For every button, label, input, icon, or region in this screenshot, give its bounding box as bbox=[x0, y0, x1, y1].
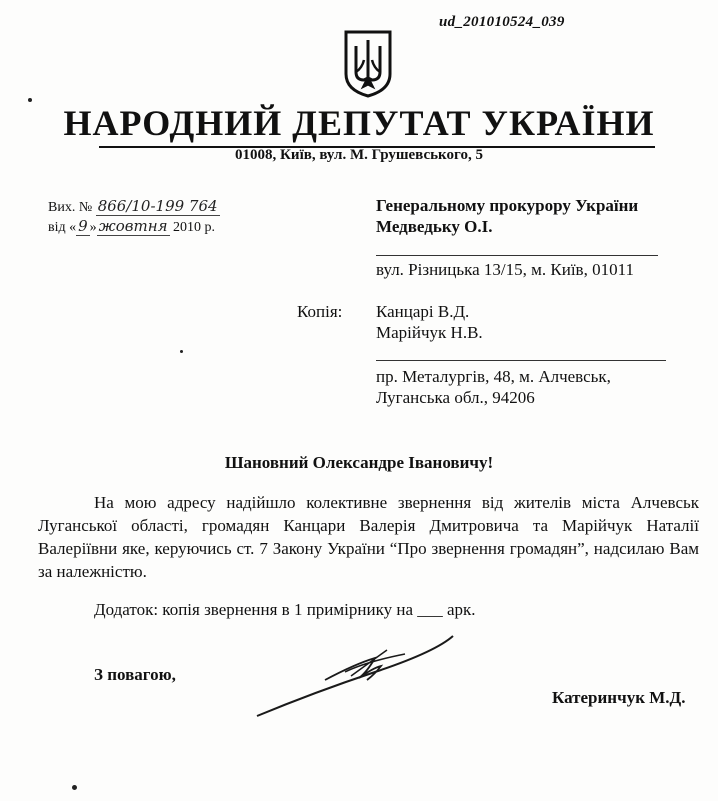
recipient-name: Медведьку О.І. bbox=[376, 217, 493, 236]
scan-speck bbox=[28, 98, 32, 102]
recipient-address: вул. Різницька 13/15, м. Київ, 01011 bbox=[376, 260, 634, 279]
copy-divider bbox=[376, 360, 666, 361]
outgoing-number bbox=[48, 197, 220, 216]
outgoing-number-label: Вих. № bbox=[48, 200, 93, 215]
date-prefix: від « bbox=[48, 220, 77, 235]
appendix-line: Додаток: копія звернення в 1 примірнику на ___ арк. bbox=[94, 600, 476, 619]
handwritten-signature bbox=[255, 628, 455, 728]
date-year: 2010 р. bbox=[173, 220, 216, 235]
trident-coat-of-arms-icon bbox=[342, 30, 394, 98]
outgoing-number-value: 866/10-199 764 bbox=[97, 197, 218, 215]
recipient-divider bbox=[376, 255, 658, 256]
recipient-title: Генеральному прокурору України bbox=[376, 196, 639, 215]
header-address: 01008, Київ, вул. М. Грушевського, 5 bbox=[235, 147, 483, 163]
letter-body bbox=[38, 491, 699, 583]
signer-name: Катеринчук М.Д. bbox=[552, 688, 686, 707]
body-paragraph: На мою адресу надійшло колективне звернення від жителів міста Алчевськ Луганської області, громадян Канцари Валерія Дмитровича та Марійчук Наталії Валеріївни яке, керуючись ст. 7 Закону України “Про звернення громадян”, надсилаю Вам за належністю. bbox=[38, 493, 699, 581]
scan-speck bbox=[72, 785, 77, 790]
closing-phrase: З повагою, bbox=[94, 665, 176, 684]
scan-speck bbox=[180, 350, 183, 353]
document-id: ud_201010524_039 bbox=[439, 14, 565, 30]
date-separator: » bbox=[89, 220, 97, 235]
salutation: Шановний Олександре Івановичу! bbox=[224, 453, 494, 472]
copy-recipient-2: Марійчук Н.В. bbox=[376, 323, 483, 342]
date-day: 9 bbox=[78, 217, 88, 235]
header-title: НАРОДНИЙ ДЕПУТАТ УКРАЇНИ bbox=[63, 103, 655, 143]
copy-recipient-1: Канцарі В.Д. bbox=[376, 302, 470, 321]
copy-address-line-2: Луганська обл., 94206 bbox=[376, 388, 535, 407]
outgoing-date bbox=[48, 217, 215, 236]
date-month: жовтня bbox=[98, 217, 168, 235]
copy-label: Копія: bbox=[297, 302, 343, 321]
copy-address-line-1: пр. Металургів, 48, м. Алчевськ, bbox=[376, 367, 611, 386]
